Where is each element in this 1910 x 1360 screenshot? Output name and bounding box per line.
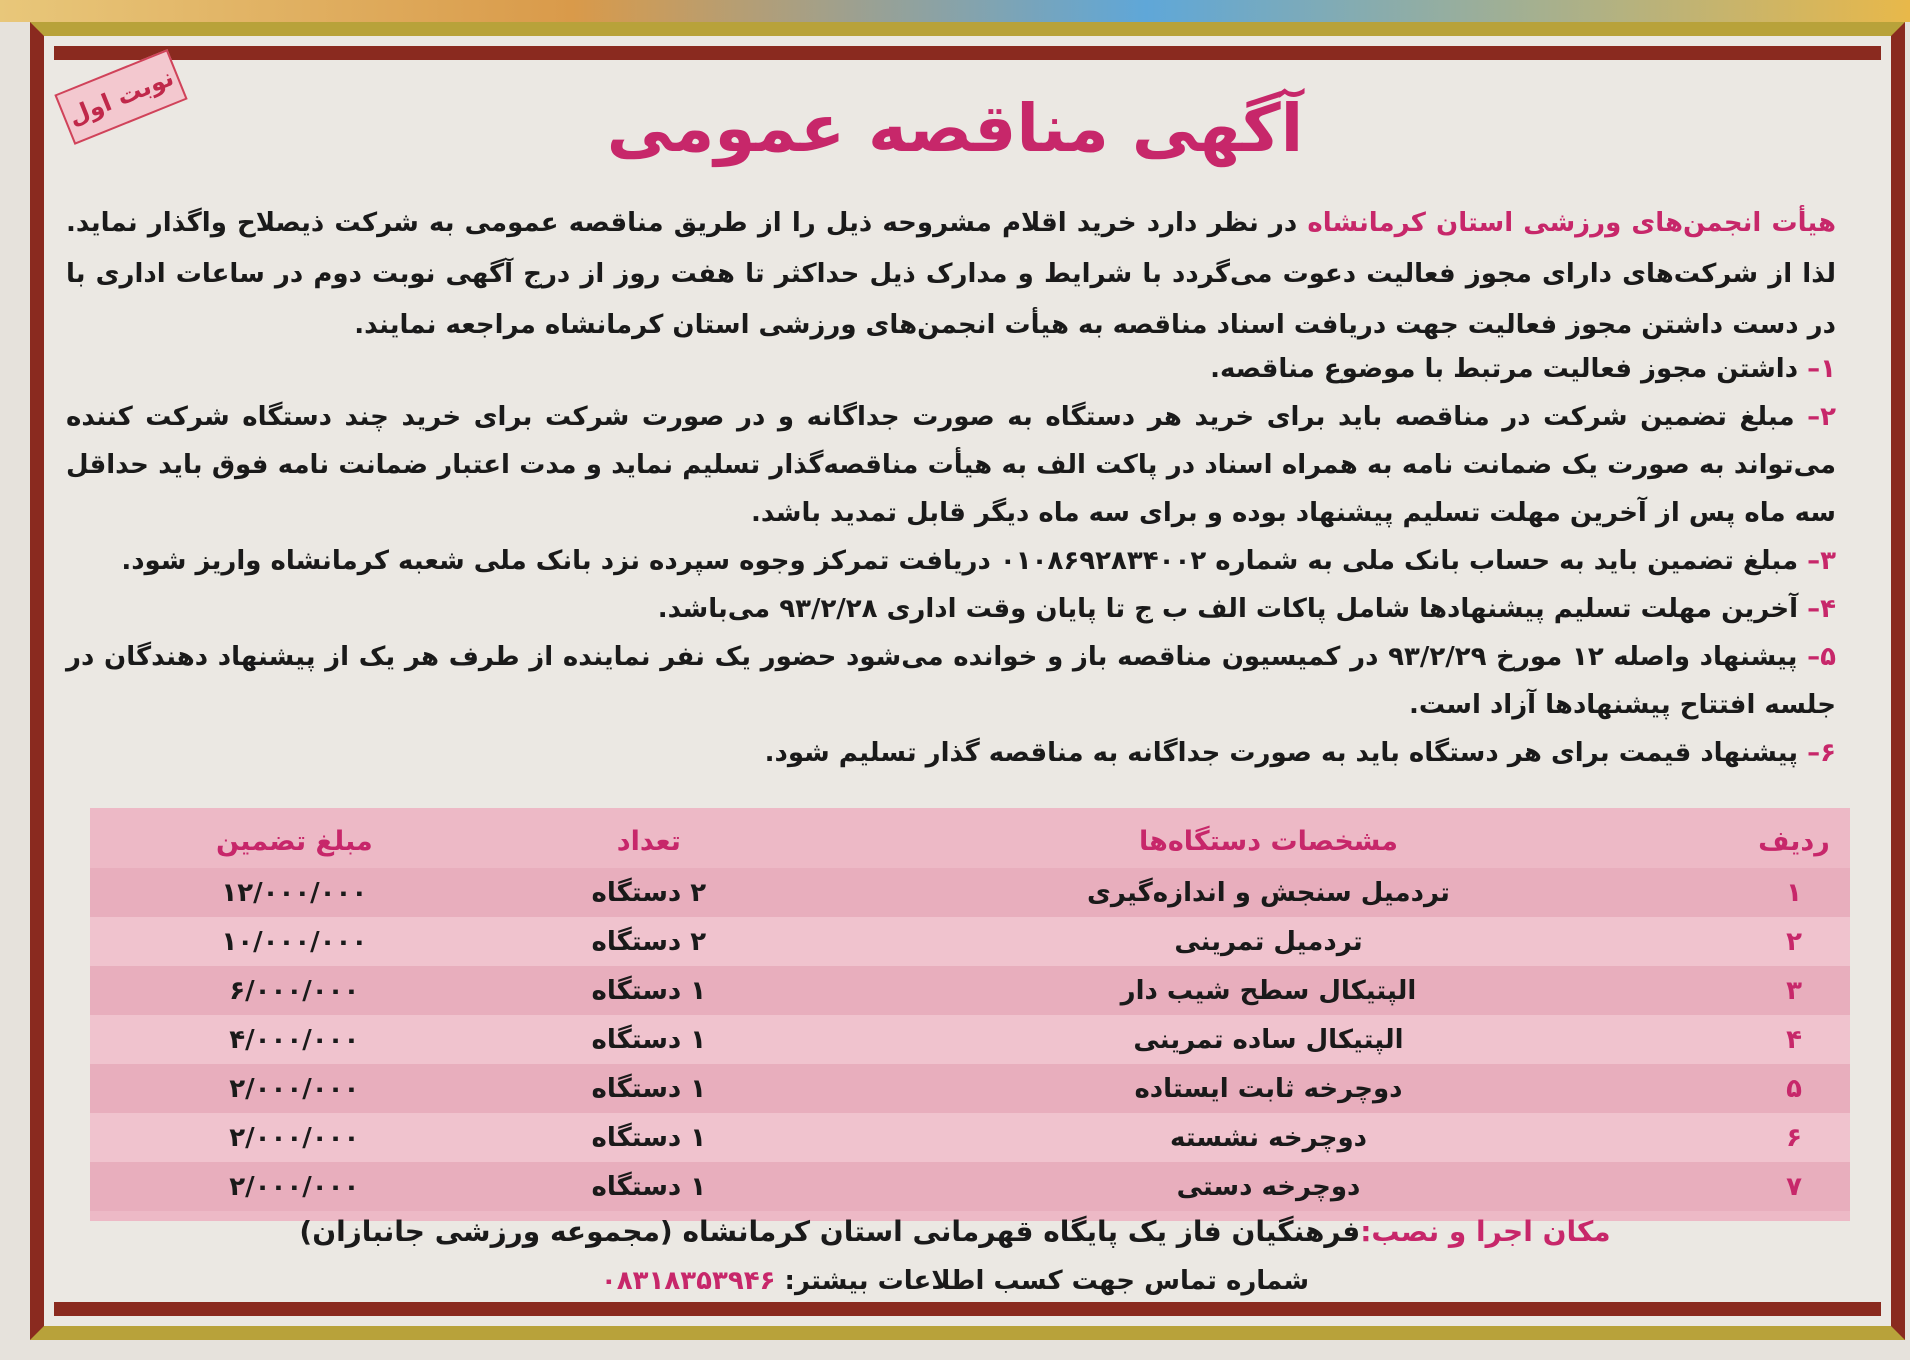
row-amount: ۱۰/۰۰۰/۰۰۰ — [90, 917, 499, 966]
row-quantity: ۲ دستگاه — [499, 868, 799, 917]
condition-item — [66, 345, 1836, 393]
row-index: ۵ — [1738, 1064, 1850, 1113]
place-text: فرهنگیان فاز یک پایگاه قهرمانی استان کرمانشاه (مجموعه ورزشی جانبازان) — [299, 1215, 1361, 1248]
top-color-strip — [0, 0, 1910, 22]
row-amount: ۲/۰۰۰/۰۰۰ — [90, 1162, 499, 1211]
condition-text: مبلغ تضمین باید به حساب بانک ملی به شماره ۰۱۰۸۶۹۲۸۳۴۰۰۲ دریافت تمرکز وجوه سپرده نزد بانک ملی شعبه کرمانشاه واریز شود. — [121, 546, 1799, 576]
condition-number: ۴– — [1807, 594, 1836, 624]
condition-number: ۶– — [1807, 738, 1836, 768]
row-quantity: ۱ دستگاه — [499, 1113, 799, 1162]
first-round-badge: نوبت اول — [54, 49, 187, 145]
equipment-table — [90, 814, 1850, 1211]
condition-number: ۵– — [1807, 642, 1836, 672]
row-index: ۷ — [1738, 1162, 1850, 1211]
ad-title: آگهی مناقصه عمومی — [606, 90, 1304, 167]
row-quantity: ۱ دستگاه — [499, 1064, 799, 1113]
row-spec: دوچرخه نشسته — [799, 1113, 1738, 1162]
condition-item — [66, 537, 1836, 585]
row-index: ۲ — [1738, 917, 1850, 966]
intro-text: در نظر دارد خرید اقلام مشروحه ذیل را از طریق مناقصه عمومی به شرکت ذیصلاح واگذار نماید. لذا از شرکت‌های دارای مجوز فعالیت دعوت می‌گردد با شرایط و مدارک ذیل حداکثر تا هفت روز از درج آگهی نوبت دوم در ساعات اداری با در دست داشتن مجوز فعالیت جهت دریافت اسناد مناقصه به هیأت انجمن‌های ورزشی استان کرمانشاه مراجعه نمایند. — [66, 208, 1836, 340]
installation-place — [50, 1215, 1860, 1248]
table-row — [90, 1015, 1850, 1064]
header-quantity: تعداد — [616, 825, 681, 857]
row-spec: الپتیکال ساده تمرینی — [799, 1015, 1738, 1064]
condition-number: ۱– — [1807, 354, 1836, 384]
table-row — [90, 1162, 1850, 1211]
row-spec: تردمیل تمرینی — [799, 917, 1738, 966]
place-label: مکان اجرا و نصب: — [1360, 1215, 1611, 1248]
row-index: ۶ — [1738, 1113, 1850, 1162]
row-quantity: ۱ دستگاه — [499, 1015, 799, 1064]
row-spec: تردمیل سنجش و اندازه‌گیری — [799, 868, 1738, 917]
condition-item — [66, 633, 1836, 729]
row-spec: دوچرخه ثابت ایستاده — [799, 1064, 1738, 1113]
ad-content — [50, 40, 1860, 1340]
table-row — [90, 1064, 1850, 1113]
row-quantity: ۱ دستگاه — [499, 1162, 799, 1211]
equipment-table-wrap — [90, 808, 1850, 1221]
row-index: ۱ — [1738, 868, 1850, 917]
condition-text: داشتن مجوز فعالیت مرتبط با موضوع مناقصه. — [1210, 354, 1799, 384]
organization-name: هیأت انجمن‌های ورزشی استان کرمانشاه — [1307, 208, 1836, 238]
condition-item — [66, 585, 1836, 633]
condition-text: مبلغ تضمین شرکت در مناقصه باید برای خرید هر دستگاه به صورت جداگانه و در صورت شرکت برای خرید چند دستگاه شرکت کننده می‌تواند به صورت یک ضمانت نامه به همراه اسناد در پاکت الف به هیأت مناقصه‌گذار تسلیم نماید و مدت اعتبار ضمانت نامه فوق باید حداقل سه ماه پس از آخرین مهلت تسلیم پیشنهاد بوده و برای سه ماه دیگر قابل تمدید باشد. — [66, 402, 1836, 528]
condition-text: پیشنهاد واصله ۱۲ مورخ ۹۳/۲/۲۹ در کمیسیون مناقصه باز و خوانده می‌شود حضور یک نفر نماینده از طرف هر یک از پیشنهاد دهندگان در جلسه افتتاح پیشنهادها آزاد است. — [66, 642, 1836, 720]
row-amount: ۲/۰۰۰/۰۰۰ — [90, 1113, 499, 1162]
header-amount: مبلغ تضمین — [215, 825, 373, 857]
condition-item — [66, 393, 1836, 537]
row-index: ۳ — [1738, 966, 1850, 1015]
header-index: ردیف — [1758, 825, 1830, 857]
table-row — [90, 1113, 1850, 1162]
table-row — [90, 917, 1850, 966]
row-amount: ۱۲/۰۰۰/۰۰۰ — [90, 868, 499, 917]
row-quantity: ۱ دستگاه — [499, 966, 799, 1015]
row-amount: ۶/۰۰۰/۰۰۰ — [90, 966, 499, 1015]
condition-text: آخرین مهلت تسلیم پیشنهادها شامل پاکات الف ب ج تا پایان وقت اداری ۹۳/۲/۲۸ می‌باشد. — [657, 594, 1799, 624]
row-amount: ۲/۰۰۰/۰۰۰ — [90, 1064, 499, 1113]
table-header-row — [90, 814, 1850, 868]
row-quantity: ۲ دستگاه — [499, 917, 799, 966]
header-spec: مشخصات دستگاه‌ها — [1138, 825, 1398, 857]
phone-number: ۰۸۳۱۸۳۵۳۹۴۶ — [600, 1266, 776, 1296]
conditions-list — [66, 345, 1836, 777]
condition-item — [66, 729, 1836, 777]
row-spec: الپتیکال سطح شیب دار — [799, 966, 1738, 1015]
phone-label: شماره تماس جهت کسب اطلاعات بیشتر: — [784, 1266, 1310, 1296]
row-spec: دوچرخه دستی — [799, 1162, 1738, 1211]
intro-paragraph — [66, 198, 1836, 351]
contact-phone — [50, 1266, 1860, 1296]
condition-text: پیشنهاد قیمت برای هر دستگاه باید به صورت جداگانه به مناقصه گذار تسلیم شود. — [764, 738, 1799, 768]
table-row — [90, 868, 1850, 917]
row-amount: ۴/۰۰۰/۰۰۰ — [90, 1015, 499, 1064]
condition-number: ۳– — [1807, 546, 1836, 576]
table-row — [90, 966, 1850, 1015]
row-index: ۴ — [1738, 1015, 1850, 1064]
condition-number: ۲– — [1807, 402, 1836, 432]
